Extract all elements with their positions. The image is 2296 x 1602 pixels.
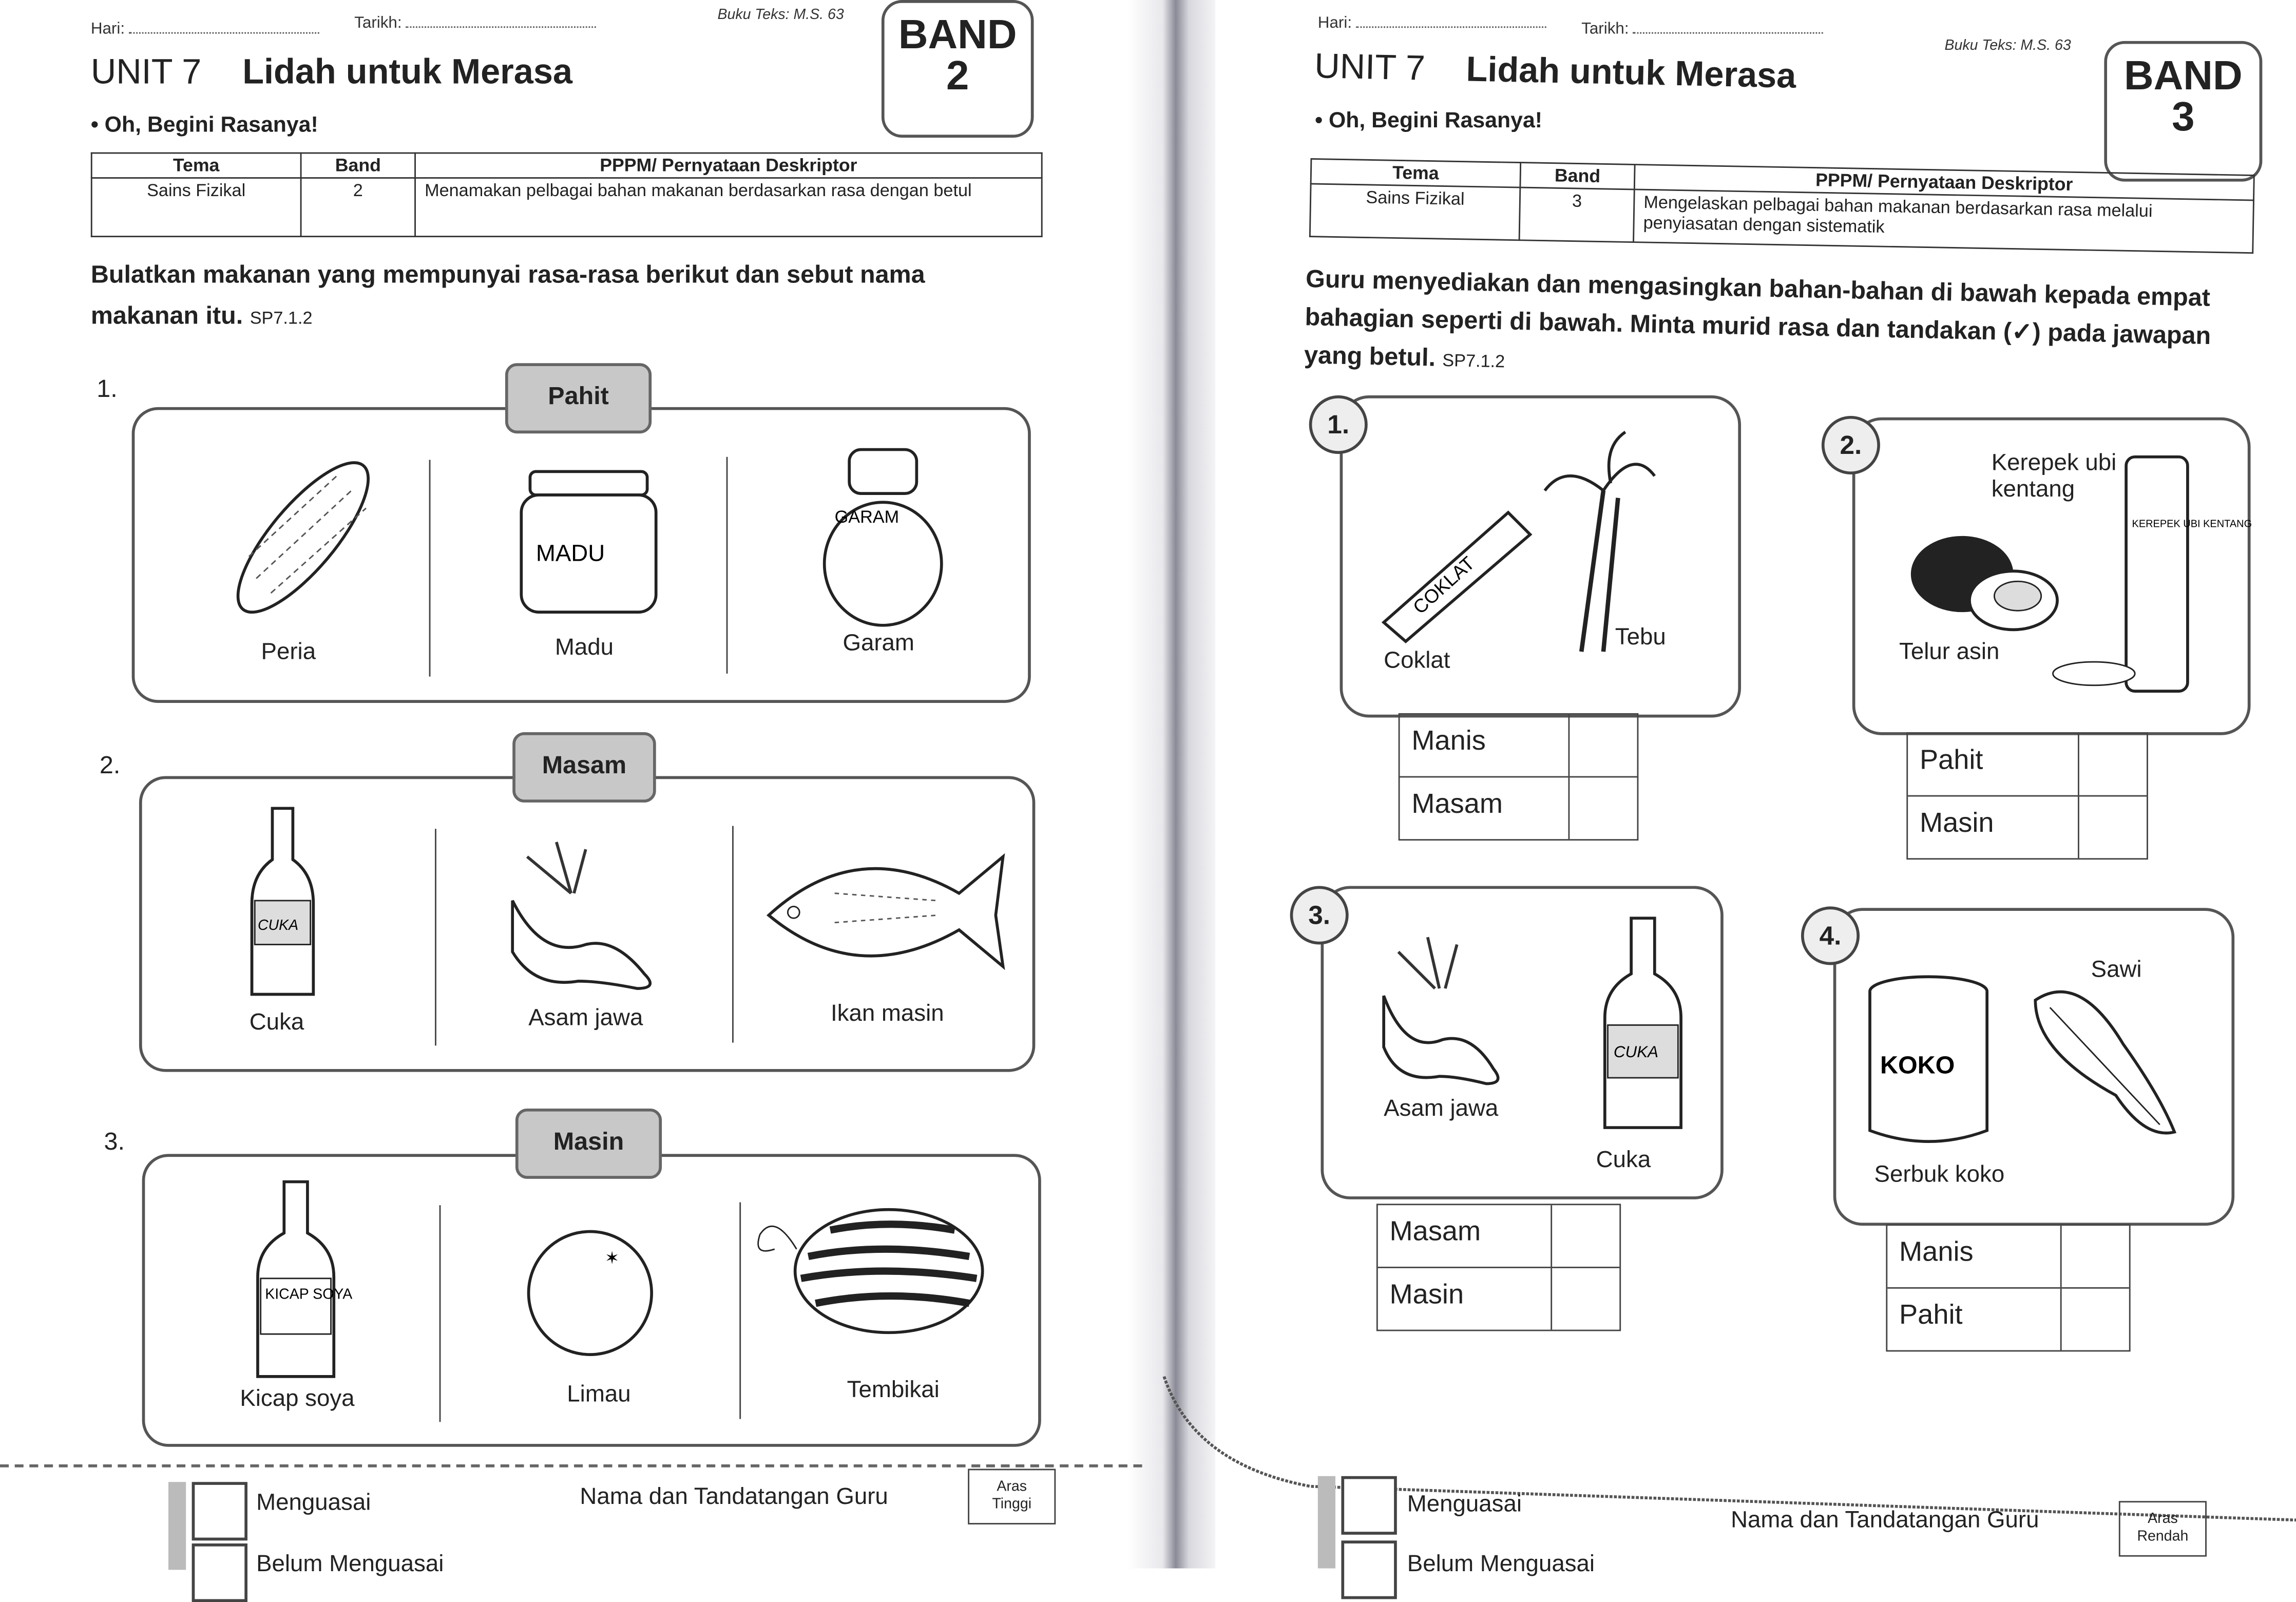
- band-number: 2: [946, 52, 969, 99]
- level-value: Tinggi: [992, 1496, 1032, 1513]
- option-row: [1887, 1226, 2129, 1289]
- descriptor-table: [1309, 158, 2255, 254]
- food-label: Tembikai: [847, 1378, 940, 1403]
- bottle-label: CUKA: [257, 917, 299, 934]
- tick-box[interactable]: [1552, 1205, 1619, 1267]
- lime-icon[interactable]: [524, 1227, 656, 1359]
- footer-bar: [1318, 1476, 1335, 1569]
- salted-fish-icon[interactable]: [761, 842, 1010, 974]
- divider: [439, 1205, 441, 1422]
- bitter-gourd-icon[interactable]: [213, 447, 403, 630]
- instruction: [91, 255, 1028, 338]
- descriptor-table: [91, 152, 1043, 237]
- taste-tab-masam: Masam: [512, 732, 656, 803]
- option-row: [1400, 715, 1637, 778]
- header-tema: Tema: [91, 153, 301, 178]
- food-label: Telur asin: [1899, 640, 2000, 665]
- level-badge: [2119, 1501, 2207, 1556]
- level-word: Aras: [2148, 1511, 2178, 1528]
- belum-menguasai-label: Belum Menguasai: [256, 1552, 444, 1577]
- divider: [429, 460, 431, 677]
- tick-box[interactable]: [2079, 796, 2147, 858]
- bottle-label: KICAP SOYA: [265, 1286, 353, 1303]
- instruction-text: Guru menyediakan dan mengasingkan bahan-bahan di bawah kepada empat bahagian seperti di bawah. Minta murid rasa dan tandakan (✓) pada jawapan yang betul.: [1304, 265, 2211, 372]
- option-label: Masin: [1908, 796, 2079, 858]
- answer-options-1: [1399, 713, 1639, 841]
- option-row: [1908, 796, 2147, 858]
- tick-box[interactable]: [1552, 1268, 1619, 1330]
- menguasai-label: Menguasai: [256, 1491, 371, 1516]
- band-number: 3: [2172, 93, 2195, 139]
- footer-bar: [168, 1482, 186, 1570]
- cell-band: 2: [301, 178, 415, 237]
- unit-label: UNIT 7: [90, 52, 202, 92]
- band-word: BAND: [898, 11, 1017, 58]
- food-label: Ikan masin: [830, 1001, 944, 1027]
- tick-box[interactable]: [2062, 1289, 2129, 1350]
- page-title: [91, 53, 572, 94]
- band-word: BAND: [2123, 52, 2243, 99]
- food-label: Tebu: [1615, 625, 1666, 651]
- unit-label: UNIT 7: [1314, 47, 1426, 89]
- soy-sauce-bottle-icon[interactable]: [252, 1179, 353, 1384]
- option-row: [1378, 1205, 1620, 1268]
- cell-descriptor: Menamakan pelbagai bahan makanan berdasarkan rasa dengan betul: [415, 178, 1042, 237]
- taste-tab-pahit: Pahit: [505, 363, 652, 433]
- title-text: Lidah untuk Merasa: [242, 52, 572, 92]
- bottle-label: CUKA: [1613, 1043, 1659, 1061]
- tamarind-icon[interactable]: [498, 842, 674, 988]
- option-label: Masin: [1378, 1268, 1552, 1330]
- header-descriptor: PPPM/ Pernyataan Deskriptor: [415, 153, 1042, 178]
- answer-options-2: [1906, 732, 2148, 860]
- instruction-code: SP7.1.2: [1442, 350, 1505, 372]
- vinegar-bottle-icon[interactable]: [1599, 916, 1687, 1135]
- salt-shaker-icon[interactable]: [817, 447, 949, 630]
- hari-label: Hari:: [90, 20, 125, 39]
- header-descriptor: PPPM/ Pernyataan Deskriptor: [1634, 164, 2254, 200]
- svg-text:✶: ✶: [604, 1248, 620, 1268]
- tick-box[interactable]: [2079, 734, 2147, 795]
- answer-options-3: [1376, 1204, 1621, 1331]
- book-gutter: [1127, 0, 1215, 1568]
- title-text: Lidah untuk Merasa: [1465, 50, 1797, 97]
- hari-label: Hari:: [1317, 14, 1352, 32]
- cell-descriptor: Mengelaskan pelbagai bahan makanan berdasarkan rasa melalui penyiasatan dengan sistematik: [1633, 189, 2253, 253]
- textbook-ref: Buku Teks: M.S. 63: [1944, 38, 2071, 54]
- card-number: 3.: [1290, 886, 1349, 944]
- cell-tema: Sains Fizikal: [91, 178, 301, 237]
- textbook-ref: Buku Teks: M.S. 63: [717, 7, 844, 24]
- tarikh-label: Tarikh:: [1581, 20, 1629, 39]
- teacher-signature-label: Nama dan Tandatangan Guru: [1731, 1508, 2039, 1534]
- header-band: Band: [1520, 163, 1635, 189]
- option-row: [1378, 1268, 1620, 1330]
- watermelon-icon[interactable]: [750, 1198, 991, 1337]
- option-label: Pahit: [1908, 734, 2079, 795]
- option-row: [1400, 777, 1637, 839]
- divider: [732, 826, 734, 1043]
- instruction-text: Bulatkan makanan yang mempunyai rasa-rasa berikut dan sebut nama makanan itu.: [90, 260, 925, 330]
- option-label: Manis: [1887, 1226, 2061, 1287]
- option-label: Pahit: [1887, 1289, 2061, 1350]
- teacher-signature-label: Nama dan Tandatangan Guru: [580, 1484, 888, 1510]
- tick-box[interactable]: [1570, 715, 1637, 776]
- food-label: Cuka: [1596, 1148, 1651, 1173]
- tamarind-icon[interactable]: [1369, 937, 1516, 1083]
- option-label: Masam: [1378, 1205, 1552, 1267]
- food-label: Asam jawa: [1384, 1097, 1499, 1122]
- menguasai-checkbox[interactable]: [1341, 1476, 1396, 1535]
- food-label: Cuka: [249, 1010, 304, 1036]
- hari-field[interactable]: [91, 21, 320, 38]
- pack-label: KEREPEK UBI KENTANG: [2132, 518, 2252, 530]
- divider: [435, 829, 436, 1045]
- tick-box[interactable]: [2062, 1226, 2129, 1287]
- option-label: Masam: [1400, 777, 1570, 839]
- cut-line: [0, 1464, 1142, 1467]
- card-number: 4.: [1801, 906, 1860, 965]
- subtitle: • Oh, Begini Rasanya!: [90, 112, 318, 138]
- tick-box[interactable]: [1570, 777, 1637, 839]
- food-label: Coklat: [1384, 649, 1450, 674]
- food-label: Peria: [261, 640, 316, 665]
- food-label: Madu: [554, 635, 614, 661]
- cocoa-tin-icon[interactable]: [1863, 974, 2002, 1157]
- taste-tab-masin: Masin: [515, 1109, 662, 1179]
- tin-label: KOKO: [1880, 1051, 1955, 1079]
- food-label: Sawi: [2091, 958, 2142, 983]
- chocolate-bar-icon[interactable]: [1376, 498, 1538, 644]
- section-number: 1.: [97, 375, 118, 403]
- subtitle: • Oh, Begini Rasanya!: [1315, 108, 1543, 134]
- answer-options-4: [1886, 1224, 2130, 1351]
- food-label: Garam: [843, 631, 914, 656]
- belum-menguasai-checkbox[interactable]: [192, 1543, 247, 1602]
- cell-band: 3: [1519, 187, 1634, 242]
- jar-label: GARAM: [834, 507, 900, 527]
- card-number: 2.: [1822, 416, 1880, 474]
- page-title: [1314, 47, 1796, 98]
- food-label: Serbuk koko: [1874, 1162, 2005, 1188]
- food-label: Kicap soya: [240, 1386, 355, 1412]
- instruction: [1304, 261, 2214, 395]
- food-label: Limau: [567, 1382, 631, 1407]
- level-badge: [968, 1469, 1056, 1524]
- band-badge: [2104, 41, 2262, 182]
- instruction-code: SP7.1.2: [250, 307, 313, 328]
- food-label: Kerepek ubi kentang: [1991, 451, 2117, 503]
- section-number: 2.: [99, 751, 121, 779]
- menguasai-label: Menguasai: [1407, 1492, 1522, 1517]
- cell-tema: Sains Fizikal: [1310, 184, 1520, 240]
- option-row: [1887, 1289, 2129, 1350]
- honey-jar-icon[interactable]: [515, 466, 662, 619]
- tarikh-field[interactable]: [1581, 21, 1824, 38]
- vinegar-bottle-icon[interactable]: [246, 806, 319, 1003]
- level-word: Aras: [997, 1479, 1027, 1495]
- menguasai-checkbox[interactable]: [192, 1482, 247, 1540]
- header-tema: Tema: [1311, 159, 1521, 187]
- divider: [739, 1202, 741, 1419]
- level-value: Rendah: [2137, 1529, 2189, 1545]
- card-number: 1.: [1309, 395, 1368, 454]
- tarikh-field[interactable]: [354, 15, 597, 32]
- jar-label: MADU: [535, 540, 605, 566]
- band-badge: [882, 0, 1034, 138]
- belum-menguasai-label: Belum Menguasai: [1407, 1552, 1595, 1577]
- mustard-greens-icon[interactable]: [2021, 978, 2189, 1139]
- section-number: 3.: [104, 1128, 125, 1156]
- pack-label: COKLAT: [1408, 552, 1479, 618]
- tarikh-label: Tarikh:: [354, 14, 402, 32]
- divider: [726, 457, 728, 674]
- header-band: Band: [301, 153, 415, 178]
- option-row: [1908, 734, 2147, 797]
- food-label: Asam jawa: [528, 1006, 643, 1031]
- hari-field[interactable]: [1318, 15, 1547, 32]
- belum-menguasai-checkbox[interactable]: [1341, 1540, 1396, 1599]
- option-label: Manis: [1400, 715, 1570, 776]
